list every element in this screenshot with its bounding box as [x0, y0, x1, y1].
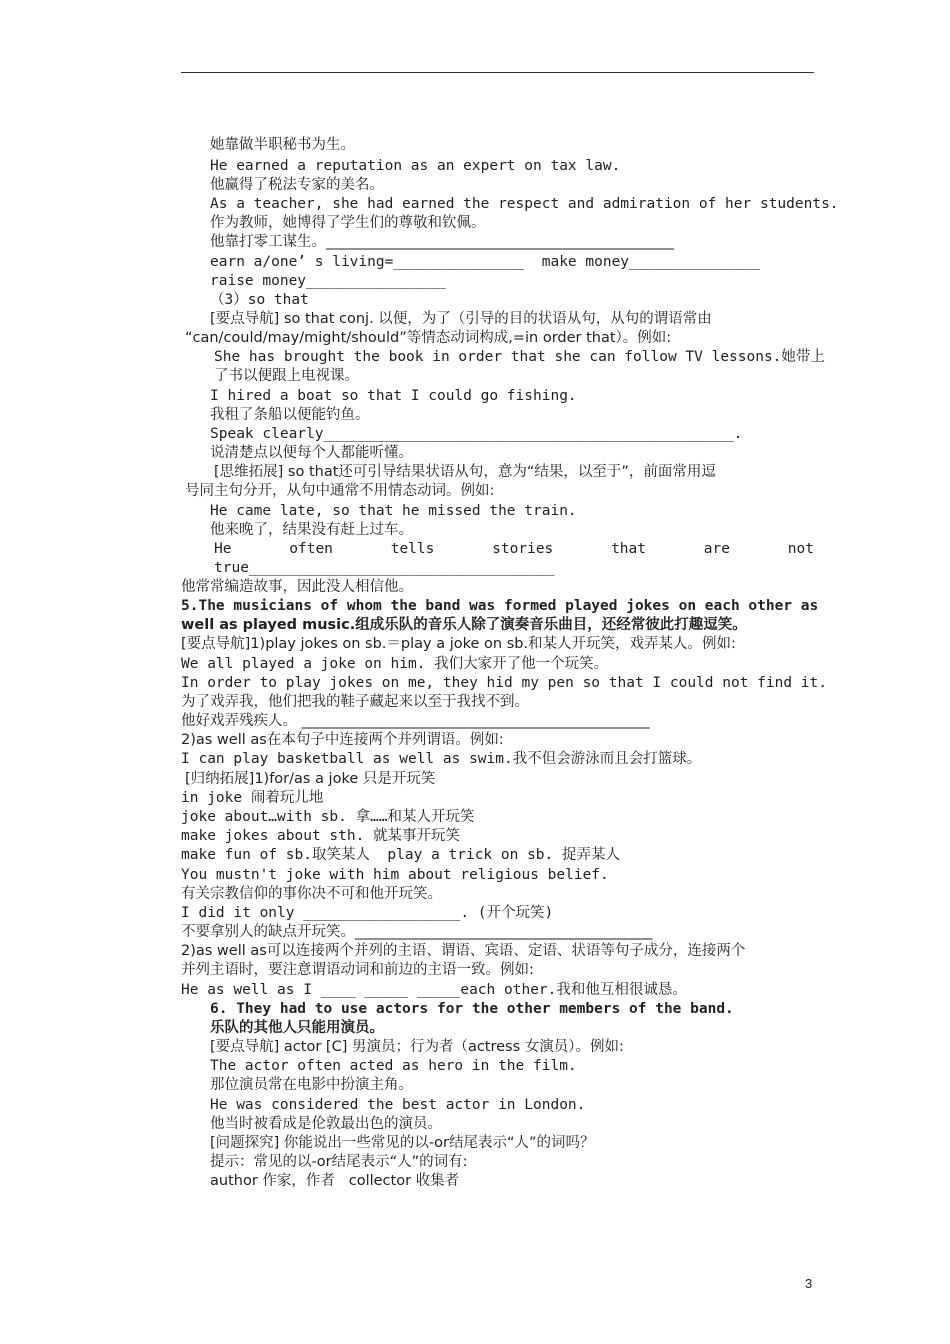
text-line: He came late, so that he missed the train. [210, 503, 577, 519]
text-line: make fun of sb.取笑某人 play a trick on sb. 捉弄某人 [181, 847, 620, 863]
section-heading: well as played music.组成乐队的音乐人除了演奏音乐曲目，还经常彼此打趣逗笑。 [181, 617, 747, 633]
word: He [214, 541, 232, 557]
text-line: He was considered the best actor in London. [210, 1097, 586, 1113]
word: stories [492, 541, 554, 557]
text-line: [要点导航]1)play jokes on sb.＝play a joke on sb.和某人开玩笑，戏弄某人。例如: [181, 636, 736, 652]
text-line: As a teacher, she had earned the respect and admiration of her students. [210, 196, 839, 212]
section-heading: 乐队的其他人只能用演员。 [210, 1020, 384, 1036]
text-line: [问题探究] 你能说出一些常见的以-or结尾表示“人”的词吗？ [210, 1135, 595, 1151]
text-line: 作为教师，她博得了学生们的尊敬和钦佩。 [210, 215, 486, 231]
page-number: 3 [805, 1276, 813, 1291]
text-line: author 作家，作者 collector 收集者 [210, 1173, 460, 1189]
text-line: 为了戏弄我，他们把我的鞋子藏起来以至于我找不到。 [181, 694, 529, 710]
text-line: 号同主句分开，从句中通常不用情态动词。例如: [185, 483, 495, 499]
text-line: 她靠做半职秘书为生。 [210, 137, 355, 153]
text-line: 他当时被看成是伦敦最出色的演员。 [210, 1116, 442, 1132]
text-line: in joke 闹着玩儿地 [181, 790, 324, 806]
section-heading: 6. They had to use actors for the other members of the band. [210, 1001, 734, 1017]
text-line: 2)as well as可以连接两个并列的主语、谓语、宾语、定语、状语等句子成分，连接两个 [181, 943, 746, 959]
text-line: [要点导航] actor [C] 男演员；行为者（actress 女演员）。例如: [210, 1039, 624, 1055]
text-line: 他赢得了税法专家的美名。 [210, 177, 384, 193]
text-line: 他靠打零工谋生。________________________________________________ [210, 234, 674, 250]
text-line: “can/could/may/might/should”等情态动词构成,=in order that）。例如: [185, 330, 672, 346]
text-line: We all played a joke on him. 我们大家开了他一个玩笑。 [181, 656, 609, 672]
text-line: make jokes about sth. 就某事开玩笑 [181, 828, 461, 844]
text-line: 我租了条船以便能钓鱼。 [210, 407, 370, 423]
section-heading: 5.The musicians of whom the band was formed played jokes on each other as [181, 598, 819, 614]
text-line: earn a/one’ s living=_______________ make money_______________ [210, 254, 760, 270]
text-line: You mustn't joke with him about religious belief. [181, 867, 609, 883]
text-line: He earned a reputation as an expert on tax law. [210, 158, 621, 174]
text-line: 并列主语时，要注意谓语动词和前边的主语一致。例如: [181, 962, 534, 978]
text-line: She has brought the book in order that she can follow TV lessons.她带上 [214, 349, 825, 365]
text-line: [思维拓展] so that还可引导结果状语从句，意为“结果，以至于”，前面常用逗 [214, 464, 716, 480]
word: are [703, 541, 730, 557]
text-line: 他好戏弄残疾人。 ________________________________________________ [181, 713, 650, 729]
word: tells [390, 541, 435, 557]
text-line: true___________________________________ [214, 560, 555, 576]
text-line: 他来晚了，结果没有赶上过车。 [210, 522, 413, 538]
text-line: I did it only __________________. (开个玩笑) [181, 905, 554, 921]
text-line: The actor often acted as hero in the film. [210, 1058, 577, 1074]
text-line: 有关宗教信仰的事你决不可和他开玩笑。 [181, 886, 442, 902]
text-line: He as well as I ____ _____ _____each other.我和他互相很诚恳。 [181, 982, 687, 998]
text-line: I hired a boat so that I could go fishing. [210, 388, 577, 404]
text-line: joke about…with sb. 拿……和某人开玩笑 [181, 809, 475, 825]
text-line: In order to play jokes on me, they hid my pen so that I could not find it. [181, 675, 828, 691]
word: not [787, 541, 814, 557]
text-line: [归纳拓展]1)for/as a joke 只是开玩笑 [185, 771, 436, 787]
text-line: 2)as well as在本句子中连接两个并列谓语。例如: [181, 732, 504, 748]
text-line [214, 540, 814, 559]
text-line: [要点导航] so that conj. 以便，为了（引导的目的状语从句，从句的谓语常由 [210, 311, 712, 327]
text-line: 不要拿别人的缺点开玩笑。_________________________________________ [181, 924, 653, 940]
text-line: raise money________________ [210, 273, 446, 289]
text-line: 了书以便跟上电视课。 [214, 368, 359, 384]
text-line: 提示：常见的以-or结尾表示“人”的词有: [210, 1154, 468, 1170]
word: often [289, 541, 333, 557]
text-line: 他常常编造故事，因此没人相信他。 [181, 579, 413, 595]
text-line: I can play basketball as well as swim.我不但会游泳而且会打篮球。 [181, 751, 702, 767]
word: that [611, 541, 646, 557]
text-line: 那位演员常在电影中扮演主角。 [210, 1077, 413, 1093]
text-line: Speak clearly_______________________________________________. [210, 426, 743, 442]
text-line: （3）so that [210, 292, 309, 308]
header-rule [181, 72, 814, 73]
text-line: 说清楚点以便每个人都能听懂。 [210, 445, 413, 461]
